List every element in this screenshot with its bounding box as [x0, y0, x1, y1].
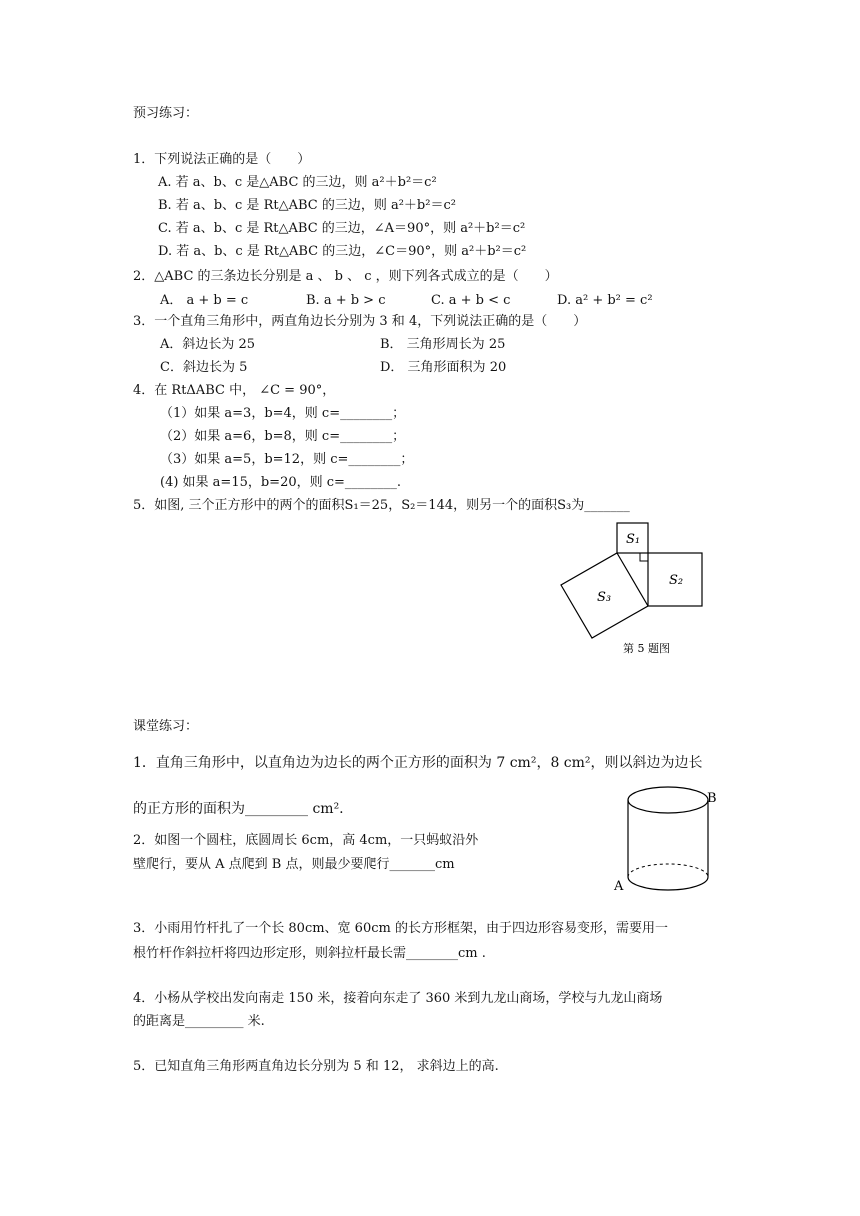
label-s3: S₃: [597, 590, 612, 605]
cylinder-label-b: B: [707, 791, 717, 806]
cylinder-top: [628, 787, 708, 813]
preview-q3-option-b: B． 三角形周长为 25: [380, 337, 506, 352]
preview-q3-stem: 3．一个直角三角形中，两直角边长分别为 3 和 4，下列说法正确的是（ ）: [133, 314, 587, 329]
classwork-q2-line2: 壁爬行，要从 A 点爬到 B 点，则最少要爬行_______cm: [133, 857, 455, 872]
preview-q2-option-c: C. a + b < c: [431, 293, 511, 308]
preview-q3-option-d: D． 三角形面积为 20: [380, 360, 507, 375]
cylinder-bottom-back: [628, 864, 708, 877]
preview-q4-item-4: (4) 如果 a=15，b=20，则 c=________.: [160, 475, 402, 490]
classwork-q1-line2: 的正方形的面积为_________ cm².: [133, 801, 344, 817]
classwork-q3-line1: 3．小雨用竹杆扎了一个长 80cm、宽 60cm 的长方形框架，由于四边形容易变形，需要用一: [133, 921, 668, 936]
classwork-q4-line2: 的距离是_________ 米.: [133, 1014, 265, 1029]
preview-q1-option-d: D. 若 a、b、c 是 Rt△ABC 的三边，∠C＝90°，则 a²＋b²＝c²: [158, 244, 527, 259]
classwork-q5: 5．已知直角三角形两直角边长分别为 5 和 12， 求斜边上的高.: [133, 1059, 499, 1074]
preview-q1-stem: 1．下列说法正确的是（ ）: [133, 152, 311, 167]
preview-q3-option-c: C．斜边长为 5: [160, 360, 248, 375]
cylinder-bottom-front: [628, 877, 708, 890]
preview-q4-item-2: （2）如果 a=6，b=8，则 c=________；: [160, 429, 406, 444]
preview-q2-option-d: D. a² + b² = c²: [557, 293, 653, 308]
figure-caption: 第 5 题图: [623, 642, 670, 655]
classwork-section-title: 课堂练习：: [133, 719, 199, 734]
preview-q1-option-b: B. 若 a、b、c 是 Rt△ABC 的三边，则 a²＋b²＝c²: [158, 198, 456, 213]
label-s2: S₂: [669, 573, 684, 588]
classwork-q1-line1: 1．直角三角形中，以直角边为边长的两个正方形的面积为 7 cm²，8 cm²，则以斜边为边长: [133, 755, 703, 771]
preview-q4-item-1: （1）如果 a=3，b=4，则 c=________；: [160, 406, 406, 421]
preview-q1-option-c: C. 若 a、b、c 是 Rt△ABC 的三边，∠A＝90°，则 a²＋b²＝c²: [158, 221, 526, 236]
classwork-q2-line1: 2．如图一个圆柱，底圆周长 6cm，高 4cm，一只蚂蚁沿外: [133, 833, 479, 848]
preview-section-title: 预习练习：: [133, 106, 199, 121]
preview-q2-option-b: B. a + b > c: [306, 293, 386, 308]
preview-q2-option-a: A． a + b = c: [160, 293, 249, 308]
right-angle-mark: [640, 553, 648, 561]
preview-q5-stem: 5．如图, 三个正方形中的两个的面积S₁＝25，S₂＝144，则另一个的面积S₃为_______: [133, 498, 630, 513]
classwork-q3-line2: 根竹杆作斜拉杆将四边形定形，则斜拉杆最长需________cm .: [133, 946, 486, 961]
label-s1: S₁: [626, 532, 641, 547]
cylinder-label-a: A: [614, 879, 624, 894]
preview-q1-option-a: A. 若 a、b、c 是△ABC 的三边，则 a²＋b²＝c²: [158, 175, 437, 190]
cylinder-figure: [610, 785, 735, 895]
classwork-q4-line1: 4．小杨从学校出发向南走 150 米，接着向东走了 360 米到九龙山商场，学校与九龙山商场: [133, 991, 663, 1006]
preview-q2-stem: 2．△ABC 的三条边长分别是 a 、 b 、 c ，则下列各式成立的是（ ）: [133, 269, 558, 284]
preview-q3-option-a: A．斜边长为 25: [160, 337, 256, 352]
preview-q4-item-3: （3）如果 a=5，b=12，则 c=________；: [160, 452, 414, 467]
preview-q4-stem: 4．在 RtΔABC 中， ∠C = 90°，: [133, 383, 336, 398]
three-squares-figure: [555, 520, 715, 665]
